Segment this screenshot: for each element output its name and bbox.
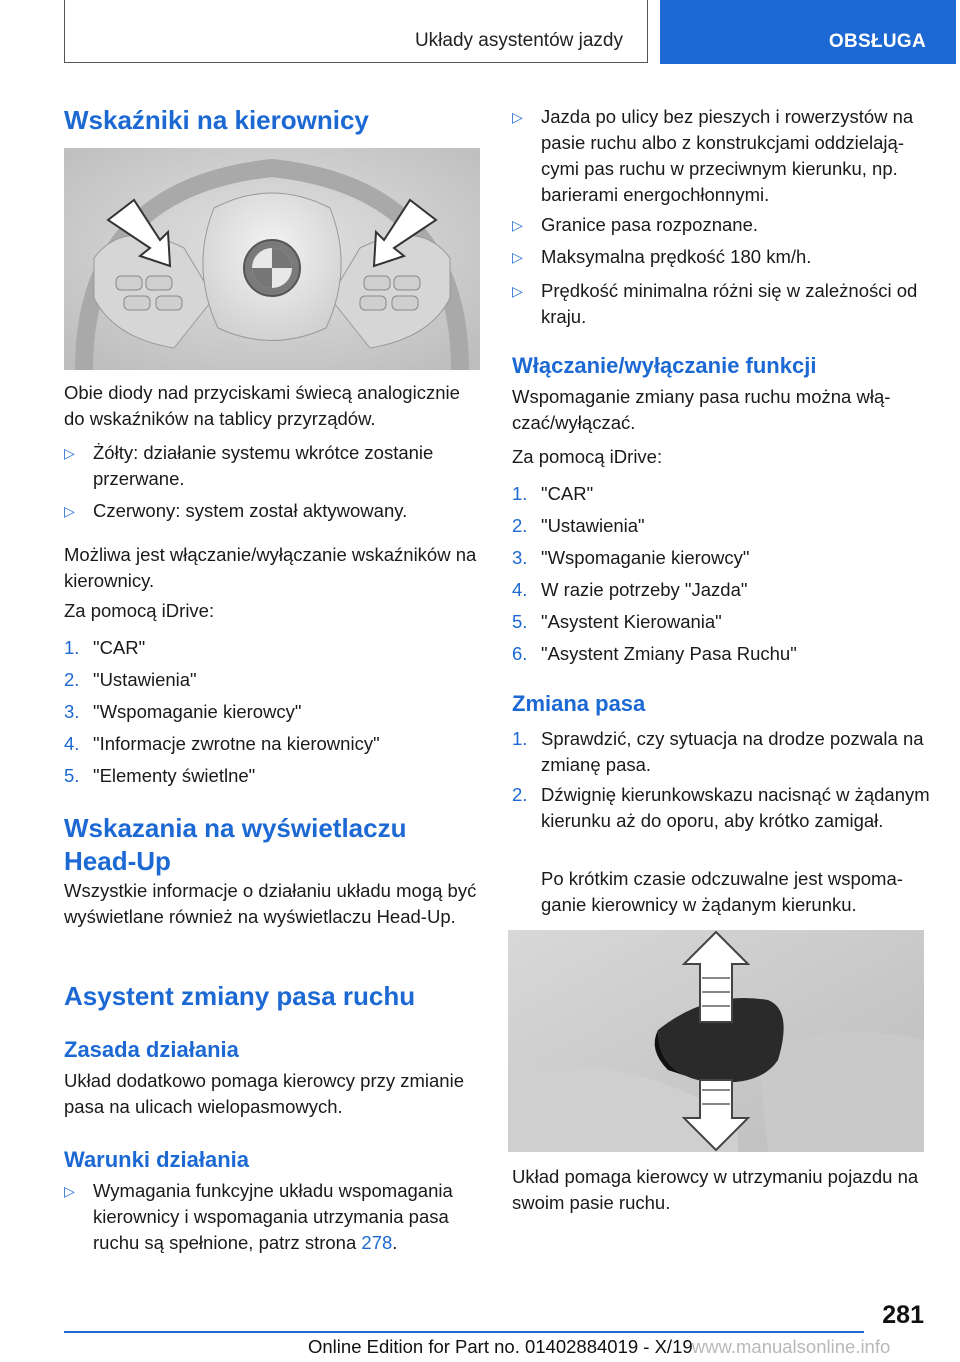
list-item-text: Żółty: działanie systemu wkrótce zostanie przerwane. [93,442,434,489]
bullet-marker: ▷ [512,283,523,299]
list-item [512,513,932,539]
header-section-title: Układy asystentów jazdy [414,30,623,51]
list-item-text: W razie potrzeby "Jazda" [541,579,748,600]
list-item-text: Czerwony: system został aktywowany. [93,500,408,521]
list-number: 2. [64,669,80,690]
list-item-text: "CAR" [541,483,594,504]
footer-edition-text: Online Edition for Part no. 01402884019 - X/19 [308,1336,693,1357]
heading-on-off: Włączanie/wyłączanie funkcji [512,353,817,378]
list-item [64,699,480,725]
list-number: 3. [512,547,528,568]
list-number: 5. [512,611,528,632]
list-item [512,104,932,208]
list-item-end: . [392,1232,398,1253]
list-item-text: Sprawdzić, czy sytuacja na drodze pozwala na zmianę pasa. [541,728,924,775]
list-item-text: Granice pasa rozpoznane. [541,214,758,235]
bullet-marker: ▷ [512,217,523,233]
list-number: 6. [512,643,528,664]
heading-principle: Zasada działania [64,1037,239,1062]
heading-hud: Wskazania na wyświetlaczu Head-Up [64,813,407,876]
list-item [64,498,480,524]
heading-lane-change-assistant: Asystent zmiany pasa ruchu [64,981,416,1011]
heading-steering-indicators: Wskaźniki na kierownicy [64,105,369,135]
list-number: 5. [64,765,80,786]
list-number: 1. [64,637,80,658]
list-item-text: "Asystent Kierowania" [541,611,722,632]
paragraph-enable: Możliwa jest włączanie/wyłączanie wskaźników na kierownicy. [64,544,477,591]
list-item-text: Dźwignię kierunkowskazu nacisnąć w żądanym kierunku aż do oporu, aby krótko zamigał. [541,784,930,831]
list-item [512,782,932,834]
bullet-marker: ▷ [64,1183,75,1199]
bullet-marker: ▷ [512,249,523,265]
list-item [64,1178,480,1256]
list-item [512,609,932,635]
list-item-text: "Wspomaganie kierowcy" [541,547,750,568]
list-item-text: "Ustawienia" [93,669,197,690]
list-item [64,731,480,757]
bullet-marker: ▷ [64,445,75,461]
list-item-text: "Asystent Zmiany Pasa Ruchu" [541,643,797,664]
list-item [64,440,480,492]
list-number: 4. [64,733,80,754]
list-number: 2. [512,515,528,536]
header-section-box [64,0,648,63]
paragraph-leds: Obie diody nad przyciskami świecą analogicznie do wskaźników na tablicy przyrządów. [64,382,460,429]
list-item-text: Jazda po ulicy bez pieszych i rowerzystów na pasie ruchu albo z konstrukcjami oddzielającymi pas ruchu w przeciwnym kierunku, np. barierami energochłonnymi. [541,106,914,205]
list-item [512,577,932,603]
image-caption: Układ pomaga kierowcy w utrzymaniu pojazdu na swoim pasie ruchu. [512,1166,919,1213]
list-item [64,635,480,661]
list-item-text: Maksymalna prędkość 180 km/h. [541,246,812,267]
footer-edition [308,1336,890,1358]
footer-watermark: www.manualsonline.info [691,1336,891,1357]
turn-signal-lever-image [508,930,924,1152]
list-item [64,763,480,789]
list-item-text: "CAR" [93,637,146,658]
list-item-text: Wymagania funkcyjne układu wspomagania kierownicy i wspomagania utrzymania pasa ruchu są spełnione, patrz strona [93,1180,453,1253]
list-item [512,641,932,667]
list-item [512,212,932,238]
bullet-marker: ▷ [64,503,75,519]
paragraph-hud: Wszystkie informacje o działaniu układu mogą być wyświetlane również na wyświetlaczu Head-Up. [64,880,477,927]
list-item-text: Prędkość minimalna różni się w zależności od kraju. [541,280,918,327]
list-item [64,667,480,693]
list-number: 1. [512,728,528,749]
paragraph-idrive: Za pomocą iDrive: [64,600,215,621]
heading-conditions: Warunki działania [64,1147,250,1172]
list-number: 4. [512,579,528,600]
page-number: 281 [882,1301,924,1329]
list-number: 1. [512,483,528,504]
list-item [512,545,932,571]
list-item [512,278,932,330]
list-item-text: "Wspomaganie kierowcy" [93,701,302,722]
steering-wheel-image [64,148,480,370]
paragraph-on-off: Wspomaganie zmiany pasa ruchu można włączać/wyłączać. [512,386,891,433]
list-number: 2. [512,784,528,805]
paragraph-idrive: Za pomocą iDrive: [512,446,663,467]
page-reference-link[interactable]: 278 [361,1232,393,1253]
heading-lane-change: Zmiana pasa [512,691,646,716]
list-item [512,244,932,270]
list-item [512,726,932,778]
list-item-text: Po krótkim czasie odczuwalne jest wspomaganie kierownicy w żądanym kierunku. [541,868,903,915]
header-tab-label: OBSŁUGA [828,31,926,52]
list-item-text: "Ustawienia" [541,515,645,536]
list-item [512,481,932,507]
list-number: 3. [64,701,80,722]
list-item-text: "Elementy świetlne" [93,765,256,786]
list-item-text: "Informacje zwrotne na kierownicy" [93,733,380,754]
list-item-note [512,866,932,918]
footer-divider [64,1331,864,1333]
paragraph-principle: Układ dodatkowo pomaga kierowcy przy zmianie pasa na ulicach wielopasmowych. [64,1070,464,1117]
bullet-marker: ▷ [512,109,523,125]
header-tab [660,0,956,64]
